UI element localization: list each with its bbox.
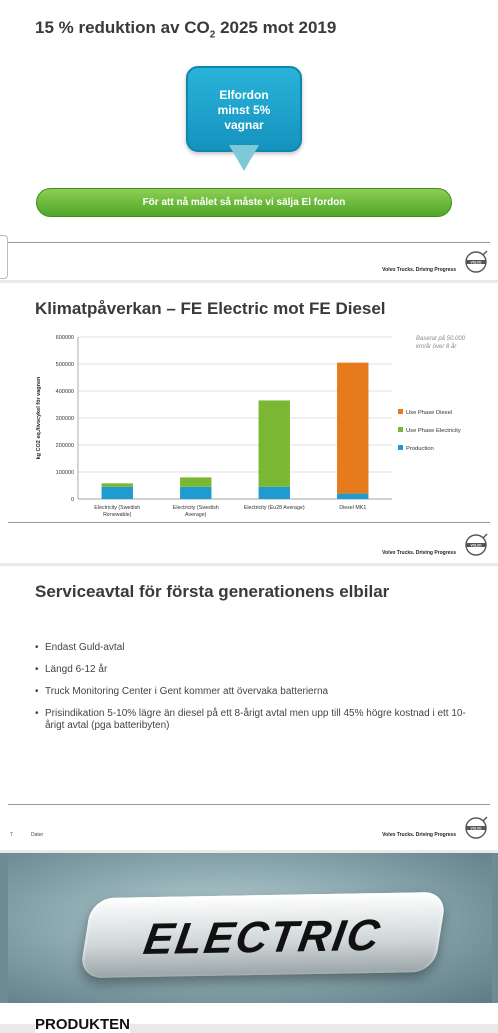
side-panel-handle[interactable] bbox=[0, 235, 8, 279]
electric-badge-photo bbox=[8, 853, 492, 1003]
bar-segment-production bbox=[259, 487, 290, 499]
page-number: 7 bbox=[10, 832, 13, 838]
svg-text:VOLVO: VOLVO bbox=[470, 543, 482, 548]
climate-impact-chart bbox=[30, 327, 470, 563]
bar-segment-use-phase-electricity bbox=[102, 483, 133, 487]
svg-text:VOLVO: VOLVO bbox=[470, 260, 482, 265]
date-label: Dater bbox=[31, 832, 44, 838]
x-tick-label: Average) bbox=[185, 512, 207, 518]
x-tick-label: Electricity (Eu28 Average) bbox=[243, 505, 305, 511]
legend-swatch bbox=[398, 427, 403, 432]
footer-divider bbox=[8, 522, 490, 523]
bar-segment-production bbox=[180, 487, 211, 499]
legend-label: Use Phase Electricity bbox=[406, 428, 461, 434]
footer-brand: Volvo Trucks. Driving Progress bbox=[382, 550, 456, 556]
volvo-logo-icon bbox=[464, 533, 488, 557]
legend-swatch bbox=[398, 409, 403, 414]
bullet-item: • Truck Monitoring Center i Gent kommer att övervaka batterierna bbox=[35, 686, 475, 698]
y-tick-label: 200000 bbox=[55, 443, 74, 449]
bullet-item: • Längd 6-12 år bbox=[35, 664, 475, 676]
footer-divider bbox=[8, 242, 490, 243]
x-tick-label: Renewable) bbox=[103, 512, 132, 518]
bullet-item: • Endast Guld-avtal bbox=[35, 642, 475, 654]
y-tick-label: 600000 bbox=[55, 335, 74, 341]
y-tick-label: 100000 bbox=[55, 470, 74, 476]
svg-text:VOLVO: VOLVO bbox=[470, 826, 482, 831]
bar-segment-use-phase-electricity bbox=[259, 400, 290, 486]
legend-label: Production bbox=[406, 446, 434, 452]
goal-banner: För att nå målet så måste vi sälja El fordon bbox=[36, 188, 452, 217]
bar-segment-production bbox=[102, 487, 133, 499]
chart-note: Baserat på 50.000 km/år över 8 år bbox=[416, 336, 466, 350]
footer-brand: Volvo Trucks. Driving Progress bbox=[382, 267, 456, 273]
y-tick-label: 500000 bbox=[55, 362, 74, 368]
volvo-logo-icon bbox=[464, 816, 488, 840]
slide-title: PRODUKTEN bbox=[35, 1016, 131, 1033]
callout-arrow-icon bbox=[229, 145, 259, 171]
slide-title: Serviceavtal för första generationens elbilar bbox=[35, 582, 390, 601]
x-tick-label: Electricity (Swedish bbox=[94, 505, 141, 511]
slide-climate-impact bbox=[0, 283, 498, 563]
slide-product bbox=[0, 853, 498, 1033]
y-tick-label: 0 bbox=[70, 497, 74, 503]
y-tick-label: 300000 bbox=[55, 416, 74, 422]
electric-badge: ELECTRIC bbox=[79, 892, 447, 978]
legend-swatch bbox=[398, 445, 403, 450]
bar-segment-use-phase-diesel bbox=[337, 363, 368, 494]
bullet-item: • Prisindikation 5-10% lägre än diesel på ett 8-årigt avtal men upp till 45% högre kostnad i ett 10-årigt avtal (pga batteribyten) bbox=[35, 708, 475, 732]
electric-vehicles-callout: Elfordon minst 5% vagnar bbox=[186, 66, 302, 152]
slide-co2-reduction bbox=[0, 0, 498, 280]
y-tick-label: 400000 bbox=[55, 389, 74, 395]
slide-service-agreement bbox=[0, 566, 498, 850]
volvo-logo-icon bbox=[464, 250, 488, 274]
y-axis-label: kg CO2 eq./livscykel för vagnen bbox=[36, 376, 42, 460]
x-tick-label: Electricity (Swedish bbox=[172, 505, 219, 511]
bar-segment-use-phase-electricity bbox=[180, 477, 211, 486]
x-tick-label: Diesel MK1 bbox=[339, 505, 367, 511]
slide-title: 15 % reduktion av $CO_2$ 2025 mot 2019 bbox=[35, 18, 337, 41]
footer-divider bbox=[8, 804, 490, 805]
bullet-list bbox=[35, 642, 475, 742]
footer-brand: Volvo Trucks. Driving Progress bbox=[382, 832, 456, 838]
bar-segment-production bbox=[337, 494, 368, 499]
slide-title: Klimatpåverkan – FE Electric mot FE Diesel bbox=[35, 299, 386, 318]
legend-label: Use Phase Diesel bbox=[406, 410, 453, 416]
